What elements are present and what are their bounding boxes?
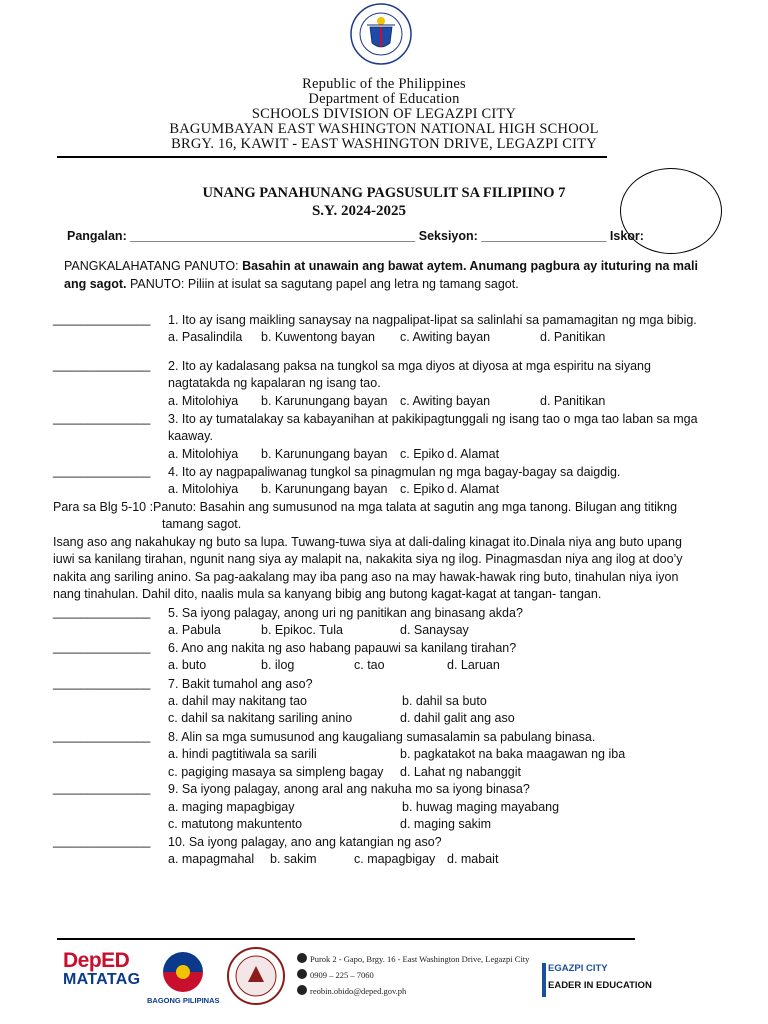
bagong-pilipinas-text: BAGONG PILIPINAS — [147, 996, 220, 1005]
q1-option-a: a. Pasalindila — [168, 330, 243, 344]
q7-stem: 7. Bakit tumahol ang aso? — [168, 677, 313, 691]
section-blank[interactable]: __________________ — [481, 229, 607, 243]
school-seal-logo — [222, 946, 290, 1006]
footer-address: Purok 2 - Gapo, Brgy. 16 - East Washington Drive, Legazpi City — [310, 954, 529, 964]
q6-stem: 6. Ano ang nakita ng aso habang papauwi sa kanilang tirahan? — [168, 641, 517, 655]
q3-stem-1: 3. Ito ay tumatalakay sa kabayanihan at pakikipagtunggali ng isang tao o mga tao laban sa mga — [168, 412, 698, 426]
passage-line-4: nang tinahulan. Dahil dito, naalis mula sa kanyang bibig ang butong kagat-kagat at tangan- tangan. — [53, 587, 602, 601]
q10-stem: 10. Sa iyong palagay, ano ang katangian ng aso? — [168, 835, 442, 849]
legazpi-city-logo — [542, 963, 652, 997]
general-directions — [64, 258, 698, 275]
q2-option-b: b. Karunungang bayan — [261, 394, 388, 408]
passage-line-1: Isang aso ang nakahukay ng buto sa lupa. Tuwang-tuwa siya at dali-daling kinagat ito.Dinala niya ang buto upang — [53, 535, 682, 549]
email-icon — [297, 985, 307, 995]
panuto-label: PANUTO: — [130, 277, 185, 291]
passage-line-2: iuwi sa kanilang tirahan, ngunit nang siya ay malapit na, nakakita siya ng ilog. Pinagmasdan niya ang ilog at doo’y — [53, 552, 683, 566]
deped-logo-text: DepED — [63, 949, 130, 972]
passage-directions-2: tamang sagot. — [162, 517, 242, 531]
header-school: BAGUMBAYAN EAST WASHINGTON NATIONAL HIGH SCHOOL — [169, 121, 599, 137]
q3-option-a: a. Mitolohiya — [168, 447, 239, 461]
q5-option-d: d. Sanaysay — [400, 623, 469, 637]
q9-option-b: b. huwag maging mayabang — [402, 800, 560, 814]
q6-option-d: d. Laruan — [447, 658, 500, 672]
panuto-text: Piliin at isulat sa sagutang papel ang letra ng tamang sagot. — [187, 277, 519, 291]
answer-blank-3[interactable]: ______________ — [53, 411, 151, 425]
q9-option-d: d. maging sakim — [400, 817, 492, 831]
section-label: Seksiyon: — [418, 229, 478, 243]
q1-stem: 1. Ito ay isang maikling sanaysay na nagpalipat-lipat sa salinlahi sa pamamagitan ng mga bibig. — [168, 313, 697, 327]
q3-option-c: c. Epiko — [400, 447, 445, 461]
q5-option-b: b. Epikoc. Tula — [261, 623, 343, 637]
q8-option-d: d. Lahat ng nabanggit — [400, 765, 521, 779]
q4-option-a: a. Mitolohiya — [168, 482, 239, 496]
q1-option-b: b. Kuwentong bayan — [261, 330, 375, 344]
general-text: Basahin at unawain ang bawat aytem. Anumang pagbura ay ituturing na mali — [242, 259, 698, 273]
answer-blank-8[interactable]: ______________ — [53, 729, 151, 743]
q4-stem: 4. Ito ay nagpapaliwanag tungkol sa pinagmulan ng mga bagay-bagay sa daigdig. — [168, 465, 621, 479]
school-year: S.Y. 2024-2025 — [311, 203, 407, 219]
answer-blank-10[interactable]: ______________ — [53, 834, 151, 848]
q3-option-b: b. Karunungang bayan — [261, 447, 388, 461]
phone-icon — [297, 969, 307, 979]
q4-option-b: b. Karunungang bayan — [261, 482, 388, 496]
q1-option-c: c. Awiting bayan — [400, 330, 491, 344]
bagong-pilipinas-logo — [152, 950, 214, 994]
general-label: PANGKALAHATANG PANUTO: — [64, 259, 239, 273]
answer-blank-7[interactable]: ______________ — [53, 676, 151, 690]
q7-option-c: c. dahil sa nakitang sariling anino — [168, 711, 353, 725]
footer-phone: 0909 – 225 – 7060 — [310, 970, 374, 980]
q4-option-d: d. Alamat — [447, 482, 500, 496]
q2-stem-2: nagtatakda ng kapalaran ng isang tao. — [168, 376, 381, 390]
q1-option-d: d. Panitikan — [540, 330, 606, 344]
answer-blank-6[interactable]: ______________ — [53, 640, 151, 654]
q6-option-c: c. tao — [354, 658, 385, 672]
q8-option-c: c. pagiging masaya sa simpleng bagay — [168, 765, 384, 779]
answer-blank-5[interactable]: ______________ — [53, 605, 151, 619]
deped-matatag-logo — [63, 949, 141, 999]
q9-option-a: a. maging mapagbigay — [168, 800, 295, 814]
answer-blank-1[interactable]: ______________ — [53, 312, 151, 326]
answer-blank-9[interactable]: ______________ — [53, 781, 151, 795]
q9-option-c: c. matutong makuntento — [168, 817, 303, 831]
name-blank[interactable]: _________________________________________ — [130, 229, 416, 243]
q7-option-d: d. dahil galit ang aso — [400, 711, 515, 725]
q7-option-b: b. dahil sa buto — [402, 694, 487, 708]
passage-directions-1: Para sa Blg 5-10 :Panuto: Basahin ang sumusunod na mga talata at sagutin ang mga tanong. Bilugan ang titikng — [53, 500, 678, 514]
q10-option-d: d. mabait — [447, 852, 499, 866]
footer-email: reobin.obido@deped.gov.ph — [310, 986, 406, 996]
deped-seal-logo — [337, 3, 425, 65]
header-address: BRGY. 16, KAWIT - EAST WASHINGTON DRIVE, LEGAZPI CITY — [171, 136, 597, 152]
legazpi-city-text: EGAZPI CITY — [548, 963, 608, 974]
answer-blank-2[interactable]: ______________ — [53, 358, 151, 372]
name-label: Pangalan: — [67, 229, 127, 243]
header-divider — [57, 156, 607, 158]
footer-divider — [57, 938, 635, 940]
q6-option-a: a. buto — [168, 658, 207, 672]
leader-in-education-text: EADER IN EDUCATION — [548, 980, 652, 991]
q2-stem-1: 2. Ito ay kadalasang paksa na tungkol sa mga diyos at diyosa at mga espiritu na siyang — [168, 359, 651, 373]
passage-line-3: nakita ang sariling anino. Sa pag-aakalang may iba pang aso na may hawak-hawak ring buto, tinahulan niya iyon — [53, 570, 679, 584]
q5-option-a: a. Pabula — [168, 623, 221, 637]
q10-option-a: a. mapagmahal — [168, 852, 255, 866]
answer-blank-4[interactable]: ______________ — [53, 464, 151, 478]
q2-option-c: c. Awiting bayan — [400, 394, 491, 408]
header-department: Department of Education — [308, 91, 460, 107]
location-icon — [297, 953, 307, 963]
q2-option-d: d. Panitikan — [540, 394, 606, 408]
q5-stem: 5. Sa iyong palagay, anong uri ng panitikan ang binasang akda? — [168, 606, 523, 620]
general-text-2: ang sagot. — [64, 277, 127, 291]
q7-option-a: a. dahil may nakitang tao — [168, 694, 307, 708]
q6-option-b: b. ilog — [261, 658, 295, 672]
general-directions-2 — [64, 276, 519, 293]
header-division: SCHOOLS DIVISION OF LEGAZPI CITY — [251, 106, 517, 122]
q8-stem: 8. Alin sa mga sumusunod ang kaugaliang sumasalamin sa pabulang binasa. — [168, 730, 596, 744]
q3-stem-2: kaaway. — [168, 429, 213, 443]
header-republic: Republic of the Philippines — [302, 76, 466, 92]
q8-option-b: b. pagkatakot na baka maagawan ng iba — [400, 747, 626, 761]
matatag-logo-text: MATATAG — [63, 971, 141, 988]
q3-option-d: d. Alamat — [447, 447, 500, 461]
score-label: Iskor: — [609, 229, 644, 243]
q4-option-c: c. Epiko — [400, 482, 445, 496]
exam-title: UNANG PANAHUNANG PAGSUSULIT SA FILIPIINO 7 — [202, 185, 566, 201]
name-row — [67, 228, 644, 245]
q10-option-c: c. mapagbigay — [354, 852, 436, 866]
q10-option-b: b. sakim — [270, 852, 317, 866]
q2-option-a: a. Mitolohiya — [168, 394, 239, 408]
q8-option-a: a. hindi pagtitiwala sa sarili — [168, 747, 317, 761]
q9-stem: 9. Sa iyong palagay, anong aral ang nakuha mo sa iyong binasa? — [168, 782, 530, 796]
